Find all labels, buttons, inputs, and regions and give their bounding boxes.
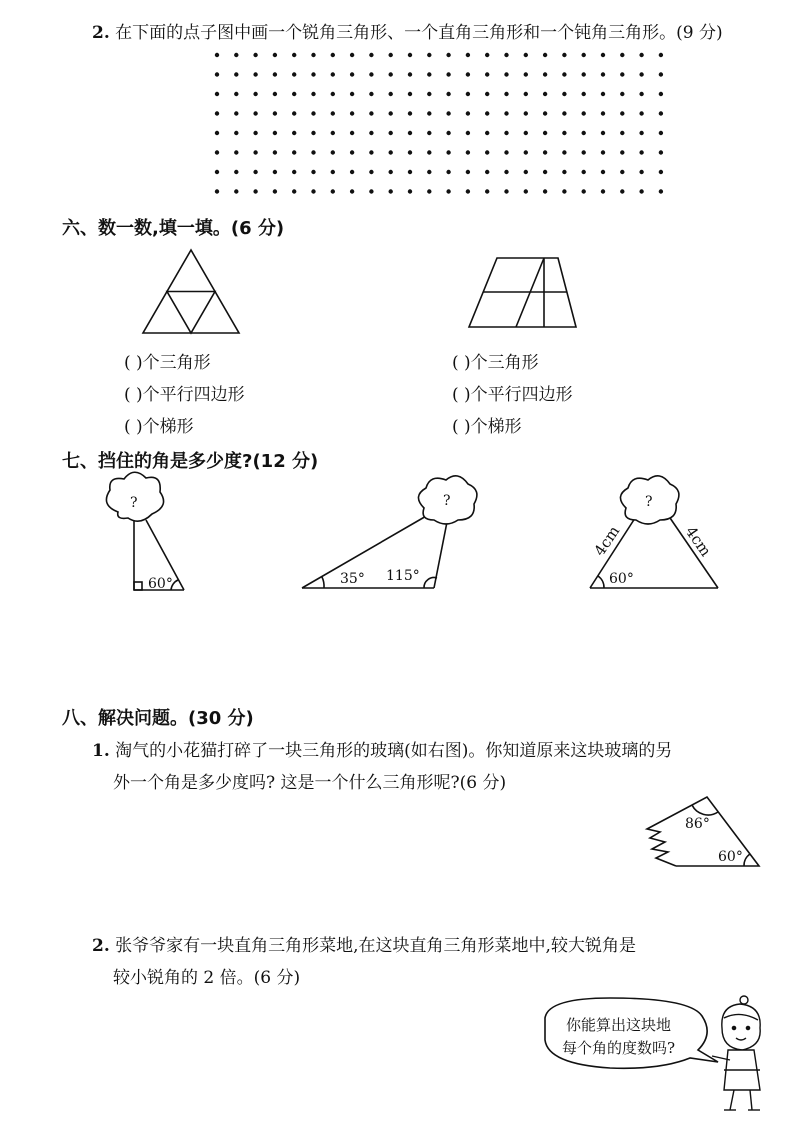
question-text: 在下面的点子图中画一个锐角三角形、一个直角三角形和一个钝角三角形。(9 分): [115, 23, 723, 43]
angle-label-86: 86°: [685, 816, 710, 832]
angle-label-60: 60°: [148, 576, 173, 592]
angle-label-115: 115°: [386, 568, 420, 584]
angle-label-60: 60°: [718, 849, 743, 865]
section-6-title: 六、数一数,填一填。(6 分): [62, 218, 285, 239]
side-label-right: 4cm: [681, 522, 715, 560]
fill-parallelogram-count-left[interactable]: ( )个平行四边形: [124, 385, 245, 405]
hidden-angle-mark: ?: [645, 494, 653, 510]
fill-triangle-count-right[interactable]: ( )个三角形: [452, 353, 539, 373]
side-label-left: 4cm: [590, 522, 624, 560]
bubble-line-1: 你能算出这块地: [566, 1016, 672, 1034]
fill-trapezoid-count-left[interactable]: ( )个梯形: [124, 417, 194, 437]
fill-trapezoid-count-right[interactable]: ( )个梯形: [452, 417, 522, 437]
angle-label-35: 35°: [340, 571, 365, 587]
section-8-title: 八、解决问题。(30 分): [62, 708, 254, 729]
problem-text: 淘气的小花猫打碎了一块三角形的玻璃(如右图)。你知道原来这块玻璃的另: [115, 741, 673, 761]
hidden-angle-mark: ?: [130, 495, 138, 511]
problem-8-1-line-2: 外一个角是多少度吗? 这是一个什么三角形呢?(6 分): [113, 773, 507, 793]
section-7-title: 七、挡住的角是多少度?(12 分): [62, 451, 319, 472]
question-number: 2.: [92, 23, 110, 43]
problem-8-2-line-2: 较小锐角的 2 倍。(6 分): [113, 968, 301, 988]
hidden-angle-mark: ?: [443, 493, 451, 509]
fill-parallelogram-count-right[interactable]: ( )个平行四边形: [452, 385, 573, 405]
angle-label-60: 60°: [609, 571, 634, 587]
bubble-line-2: 每个角的度数吗?: [562, 1039, 676, 1057]
problem-text: 张爷爷家有一块直角三角形菜地,在这块直角三角形菜地中,较大锐角是: [115, 936, 636, 956]
fill-triangle-count-left[interactable]: ( )个三角形: [124, 353, 211, 373]
problem-number: 2.: [92, 936, 110, 956]
problem-number: 1.: [92, 741, 110, 761]
